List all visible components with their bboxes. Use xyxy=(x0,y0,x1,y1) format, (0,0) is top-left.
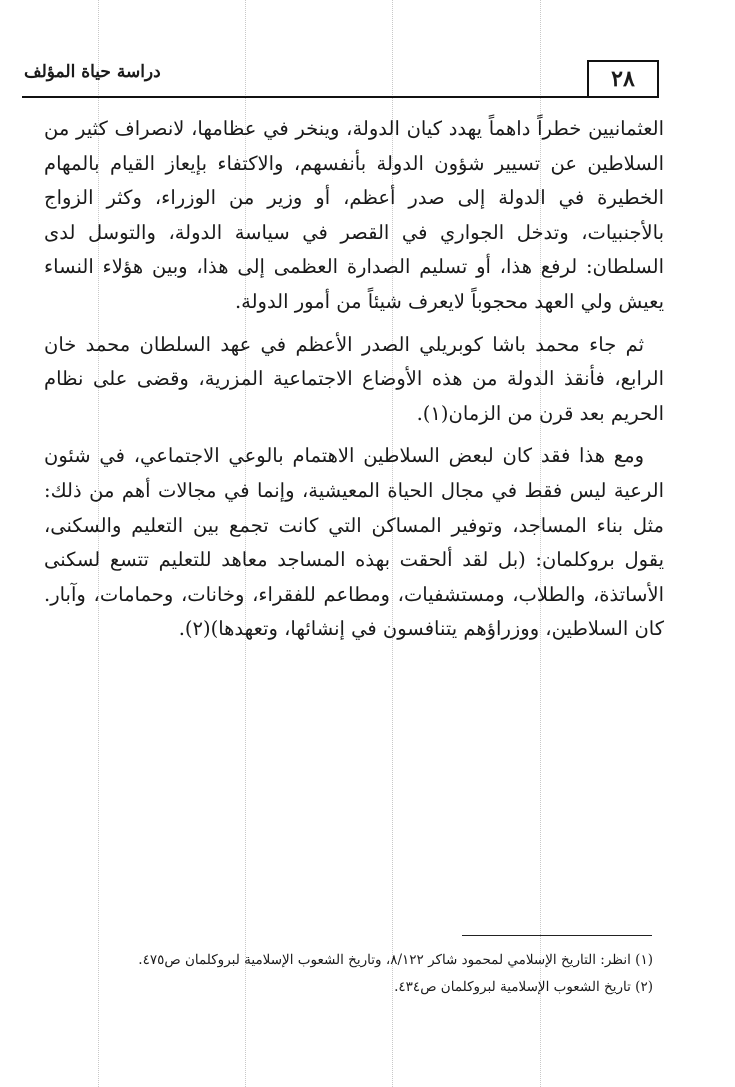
footnote: (١) انظر: التاريخ الإسلامي لمحمود شاكر ٨/١٢٢، وتاريخ الشعوب الإسلامية لبروكلمان ص٤٧٥. xyxy=(138,952,653,968)
running-header-title: دراسة حياة المؤلف xyxy=(24,62,161,82)
page-number-box xyxy=(587,60,659,98)
body-text xyxy=(44,112,664,647)
header-rule xyxy=(22,96,588,98)
footnote: (٢) تاريخ الشعوب الإسلامية لبروكلمان ص٤٣٤. xyxy=(394,979,653,995)
paragraph: ومع هذا فقد كان لبعض السلاطين الاهتمام بالوعي الاجتماعي، في شئون الرعية ليس فقط في مجال الحياة المعيشية، وإنما في مجالات أهم من ذلك: مثل بناء المساجد، وتوفير المساكن التي كانت تجمع بين التعليم والسكنى، يقول بروكلمان: (بل لقد ألحقت بهذه المساجد معاهد للتعليم تتسع لسكنى الأساتذة، والطلاب، ومستشفيات، ومطاعم للفقراء، وخانات، وحمامات، وآبار. كان السلاطين، ووزراؤهم يتنافسون في إنشائها، وتعهدها)(٢). xyxy=(44,444,664,641)
footnotes xyxy=(28,947,653,1001)
page-number: ٢٨ xyxy=(611,66,635,92)
footnote-rule xyxy=(462,935,652,936)
paragraph: العثمانيين خطراً داهماً يهدد كيان الدولة، وينخر في عظامها، لانصراف كثير من السلاطين عن تسيير شؤون الدولة بأنفسهم، والاكتفاء بإيعاز القيام بالمهام الخطيرة في الدولة إلى صدر أعظم، أو وزير من الوزراء، وكثر الزواج بالأجنبيات، وتدخل الجواري في القصر في سياسة الدولة، والتوسل لدى السلطان: لرفع هذا، أو تسليم الصدارة العظمى إلى هذا، وبين هؤلاء النساء يعيش ولي العهد محجوباً لايعرف شيئاً من أمور الدولة. xyxy=(44,117,664,313)
paragraph: ثم جاء محمد باشا كوبريلي الصدر الأعظم في عهد السلطان محمد خان الرابع، فأنقذ الدولة من هذه الأوضاع الاجتماعية المزرية، وقضى على نظام الحريم بعد قرن من الزمان(١). xyxy=(44,332,664,425)
